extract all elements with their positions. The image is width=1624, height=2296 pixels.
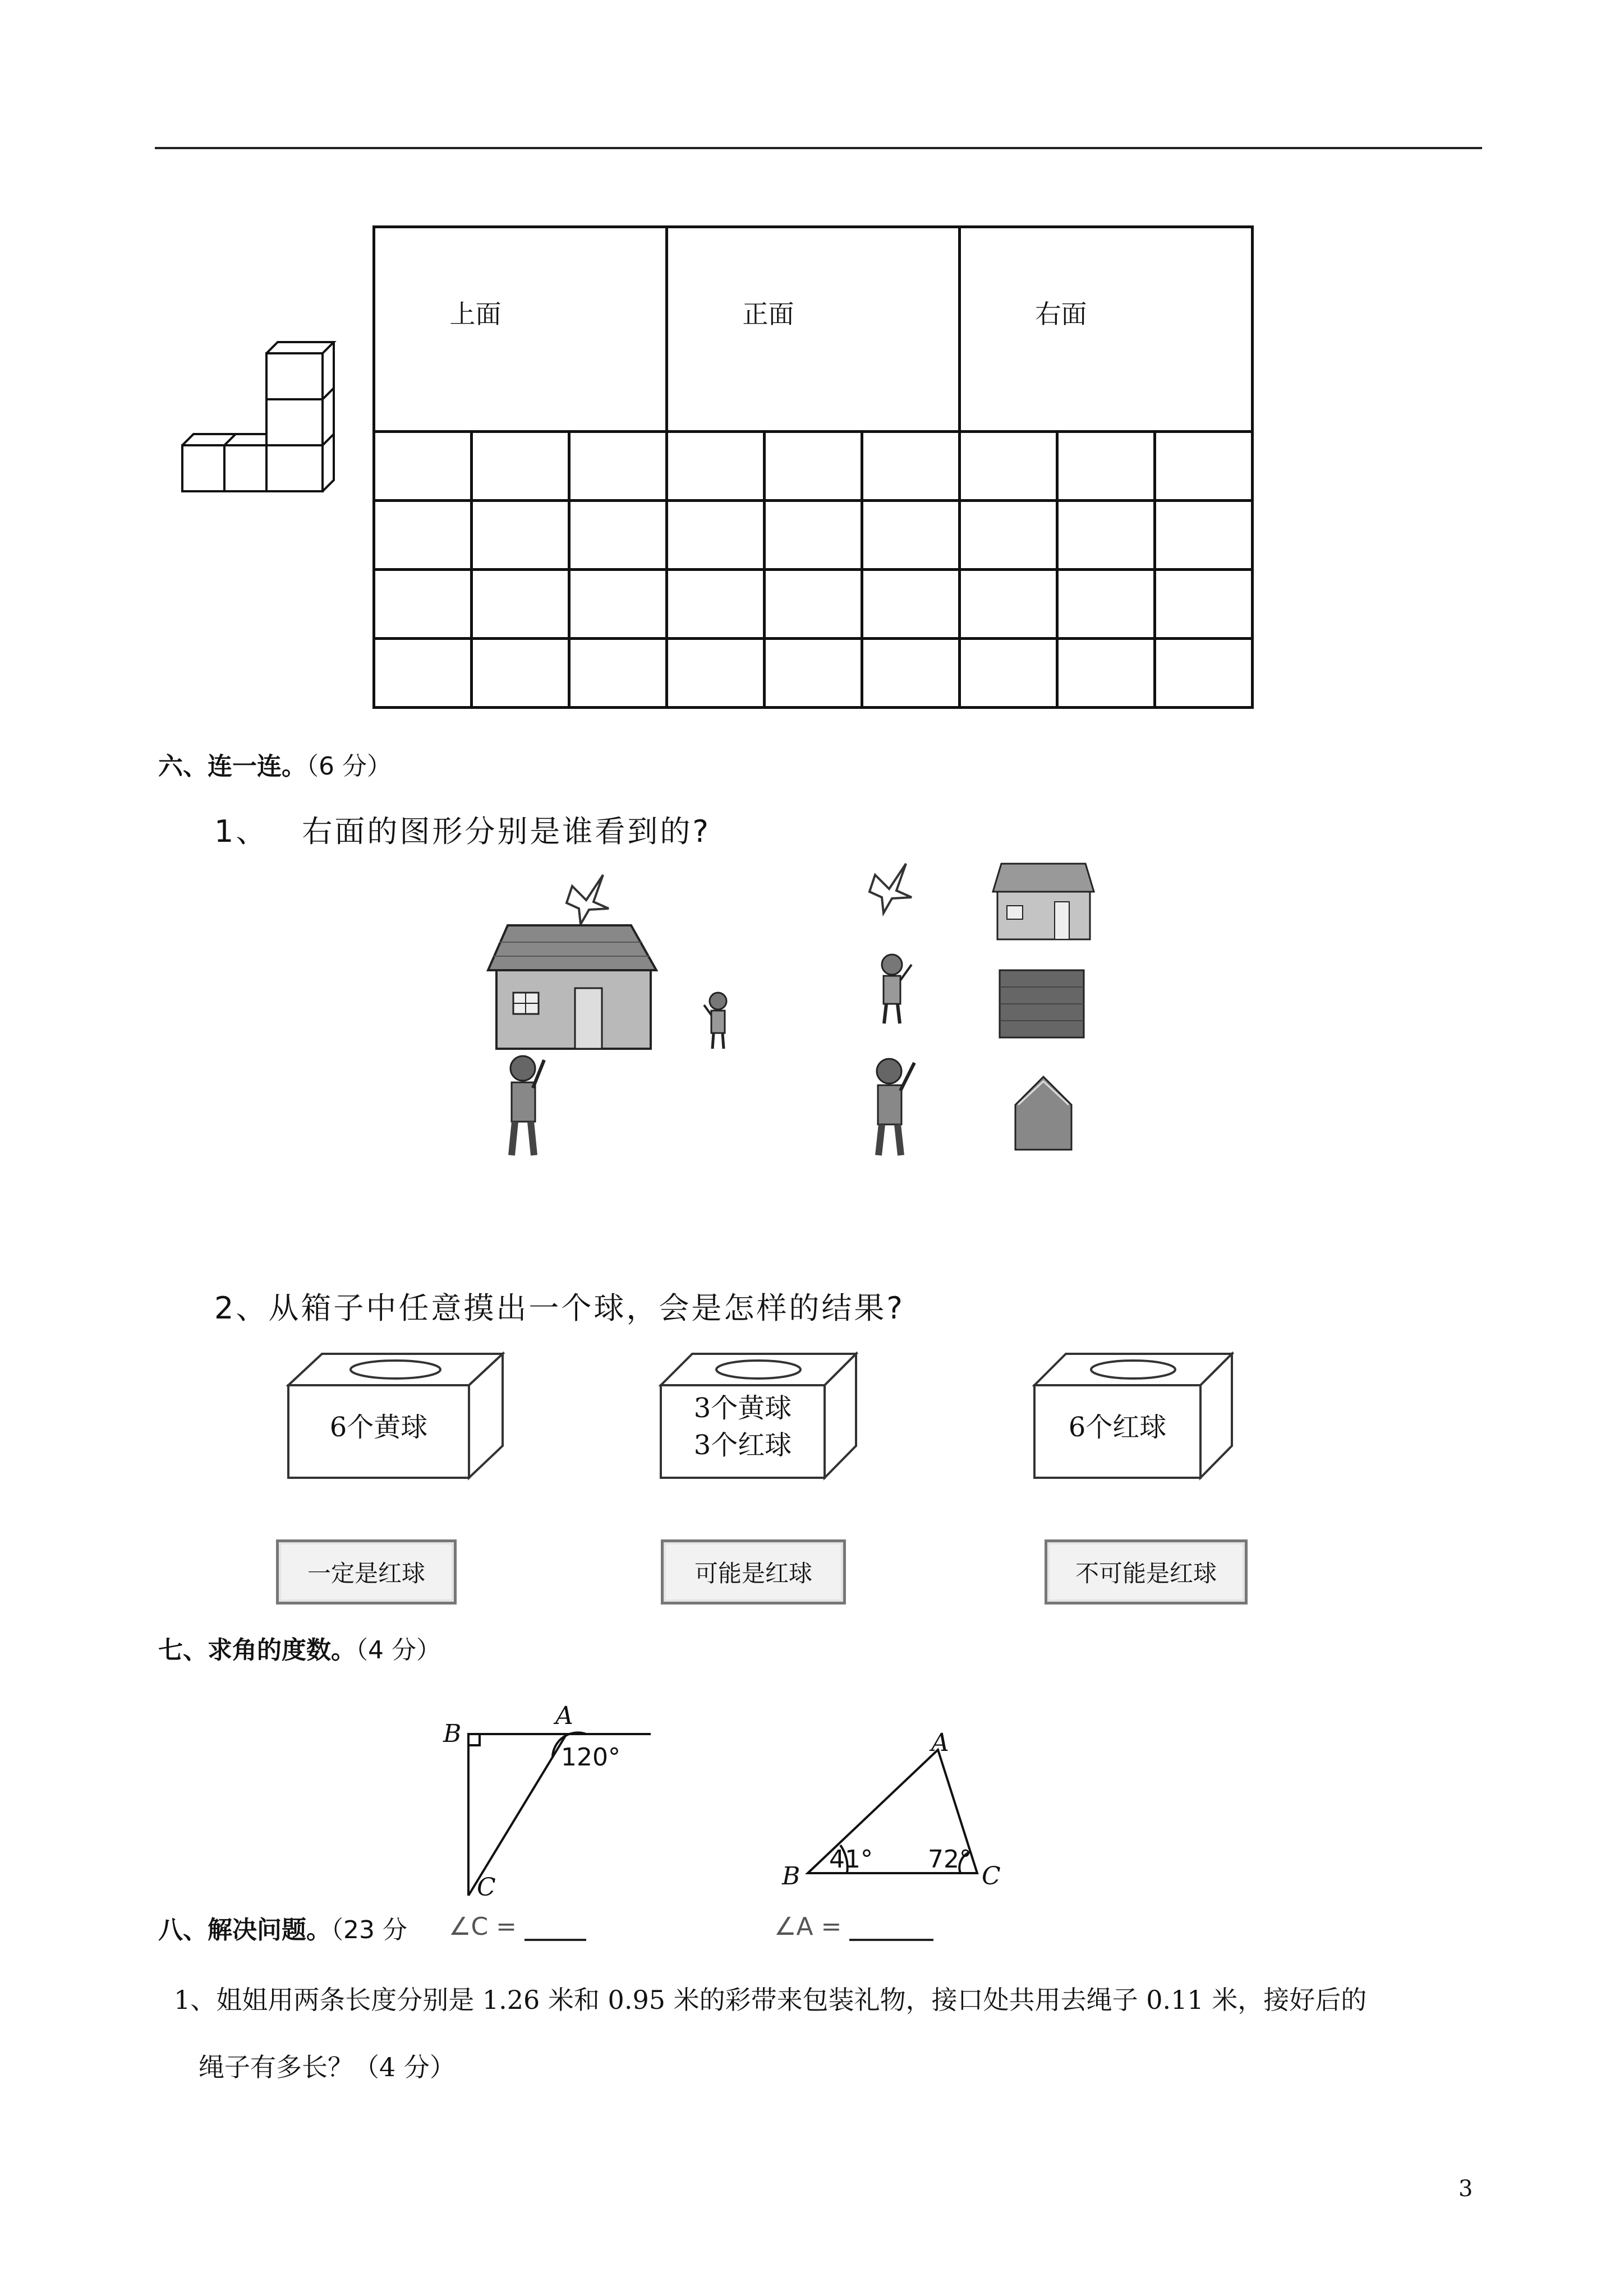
house-scene-illustration [482,858,763,1172]
box-3-label: 6个红球 [1068,1412,1167,1443]
fig2-label-c: C [982,1862,1001,1891]
fig2-answer: ∠A = [774,1912,933,1941]
view-images-column [987,858,1099,1161]
fig1-answer: ∠C = [449,1912,586,1941]
fig2-label-b: B [782,1862,801,1891]
grid-row [374,501,1253,570]
fig2-label-a: A [931,1728,949,1757]
header-right-view: 右面 [960,227,1253,432]
viewer-icons-column [858,852,937,1167]
option-certain-red[interactable]: 一定是红球 [276,1539,457,1605]
angle-figure-2 [785,1733,1010,1884]
ball-box-3 [1032,1352,1234,1483]
box-2-label-line1: 3个黄球 [693,1393,792,1424]
angle-figure-1 [438,1711,662,1907]
grid-row [374,639,1253,708]
ball-box-1 [286,1352,505,1483]
section8-q1-line1: 1、姐姐用两条长度分别是 1.26 米和 0.95 米的彩带来包装礼物，接口处共用去绳子 0.11 米，接好后的 [174,1985,1367,2015]
grid-row [374,432,1253,501]
girl-figure-icon [704,993,726,1049]
girl-figure-icon [882,955,912,1023]
section8-q1-line2: 绳子有多长？（4 分） [199,2052,456,2082]
fig1-label-c: C [477,1873,496,1902]
grid-row [374,570,1253,639]
fig1-answer-blank[interactable] [525,1913,586,1941]
page-number: 3 [1459,2176,1473,2202]
option-impossible-red[interactable]: 不可能是红球 [1045,1539,1248,1605]
top-view-roof-icon [1000,970,1084,1038]
bird-icon [869,864,912,913]
fig1-label-b: B [443,1719,462,1748]
section6-heading: 六、连一连。（6 分） [158,752,392,781]
section6-q1: 1、 右面的图形分别是谁看到的? [214,814,711,849]
header-front-view: 正面 [667,227,960,432]
header-top-view: 上面 [374,227,667,432]
section7-heading: 七、求角的度数。（4 分） [158,1636,441,1665]
boy-figure-icon [510,1056,544,1155]
side-view-house-icon [1015,1077,1071,1150]
section8-heading: 八、解决问题。（23 分 [158,1916,407,1944]
section6-q2: 2、从箱子中任意摸出一个球，会是怎样的结果? [214,1290,905,1326]
front-view-house-icon [993,864,1094,939]
box-2-label-line2: 3个红球 [693,1430,792,1461]
fig1-angle-value: 120° [561,1743,620,1772]
view-table [372,225,1254,709]
header-rule [155,147,1482,149]
fig2-angle-b-value: 41° [829,1845,873,1874]
fig2-angle-c-value: 72° [928,1845,972,1874]
cube-stack-figure [174,336,337,505]
boy-figure-icon [877,1059,914,1155]
fig1-label-a: A [555,1702,573,1730]
option-possible-red[interactable]: 可能是红球 [661,1539,846,1605]
bird-icon [567,875,609,924]
fig2-answer-blank[interactable] [849,1913,933,1941]
box-1-label: 6个黄球 [329,1412,428,1443]
ball-box-2 [659,1352,858,1483]
